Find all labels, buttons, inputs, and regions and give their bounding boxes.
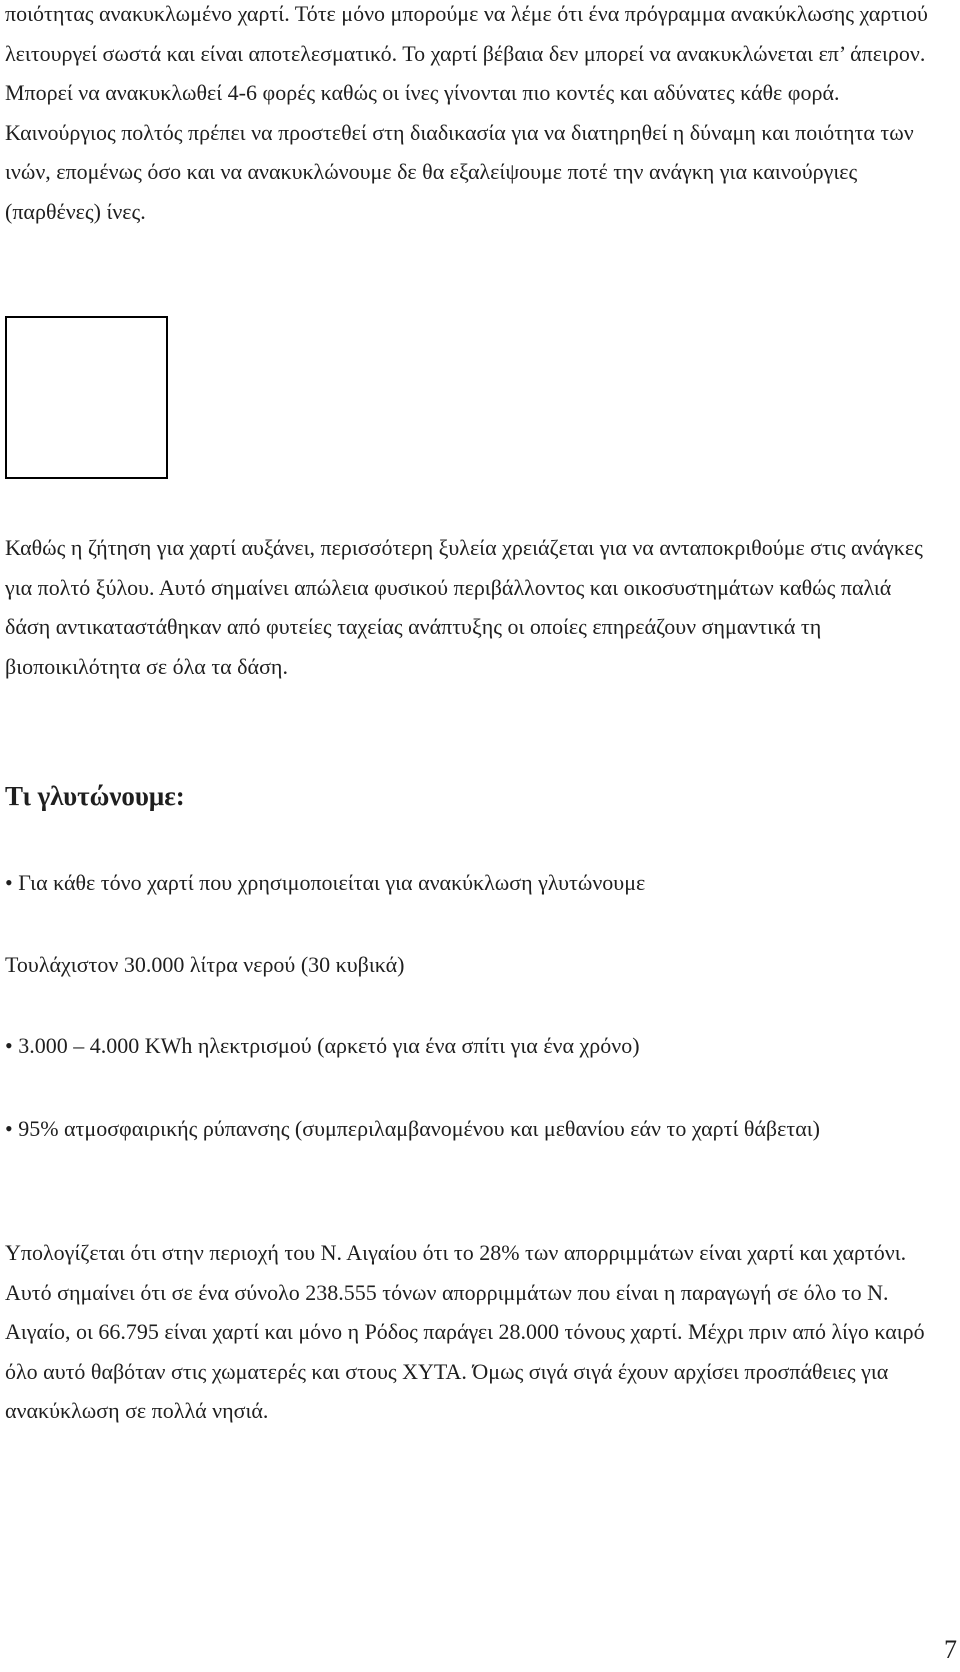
water-savings-line: Τουλάχιστον 30.000 λίτρα νερού (30 κυβικά) xyxy=(5,952,405,977)
bullet-per-ton-savings: • Για κάθε τόνο χαρτί που χρησιμοποιείται για ανακύκλωση γλυτώνουμε xyxy=(5,870,646,895)
page-number: 7 xyxy=(944,1635,957,1664)
section-heading: Τι γλυτώνουμε: xyxy=(5,781,185,811)
paragraph-wood-demand: Καθώς η ζήτηση για χαρτί αυξάνει, περισσότερη ξυλεία χρειάζεται για να ανταποκριθούμε στις ανάγκες για πολτό ξύλου. Αυτό σημαίνει απώλεια φυσικού περιβάλλοντος και οικοσυστημάτων καθώς παλιά δάση αντικαταστάθηκαν από φυτείες ταχείας ανάπτυξης οι οποίες επηρεάζουν σημαντικά τη βιοποικιλότητα σε όλα τα δάση. xyxy=(5,535,923,679)
paragraph-paper-recycling-limits: ποιότητας ανακυκλωμένο χαρτί. Τότε μόνο μπορούμε να λέμε ότι ένα πρόγραμμα ανακύκλωσης χαρτιού λειτουργεί σωστά και είναι αποτελεσματικό. Το χαρτί βέβαια δεν μπορεί να ανακυκλώνεται επ’ άπειρον. Μπορεί να ανακυκλωθεί 4-6 φορές καθώς οι ίνες γίνονται πιο κοντές και αδύνατες κάθε φορά. Καινούργιος πολτός πρέπει να προστεθεί στη διαδικασία για να διατηρηθεί η δύναμη και ποιότητα των ινών, επομένως όσο και να ανακυκλώνουμε δε θα εξαλείψουμε ποτέ την ανάγκη για καινούργιες (παρθένες) ίνες. xyxy=(5,1,928,224)
bullet-electricity-savings: • 3.000 – 4.000 KWh ηλεκτρισμού (αρκετό για ένα σπίτι για ένα χρόνο) xyxy=(5,1033,640,1058)
bullet-pollution-savings: • 95% ατμοσφαιρικής ρύπανσης (συμπεριλαμβανομένου και μεθανίου εάν το χαρτί θάβεται) xyxy=(5,1116,820,1141)
paragraph-aegean-statistics: Υπολογίζεται ότι στην περιοχή του Ν. Αιγαίου ότι το 28% των απορριμμάτων είναι χαρτί και χαρτόνι. Αυτό σημαίνει ότι σε ένα σύνολο 238.555 τόνων απορριμμάτων που είναι η παραγωγή σε όλο το Ν. Αιγαίο, οι 66.795 είναι χαρτί και μόνο η Ρόδος παράγει 28.000 τόνους χαρτί. Μέχρι πριν από λίγο καιρό όλο αυτό θαβόταν στις χωματερές και στους ΧΥΤΑ. Όμως σιγά σιγά έχουν αρχίσει προσπάθειες για ανακύκλωση σε πολλά νησιά. xyxy=(5,1240,925,1423)
image-placeholder xyxy=(5,316,168,479)
